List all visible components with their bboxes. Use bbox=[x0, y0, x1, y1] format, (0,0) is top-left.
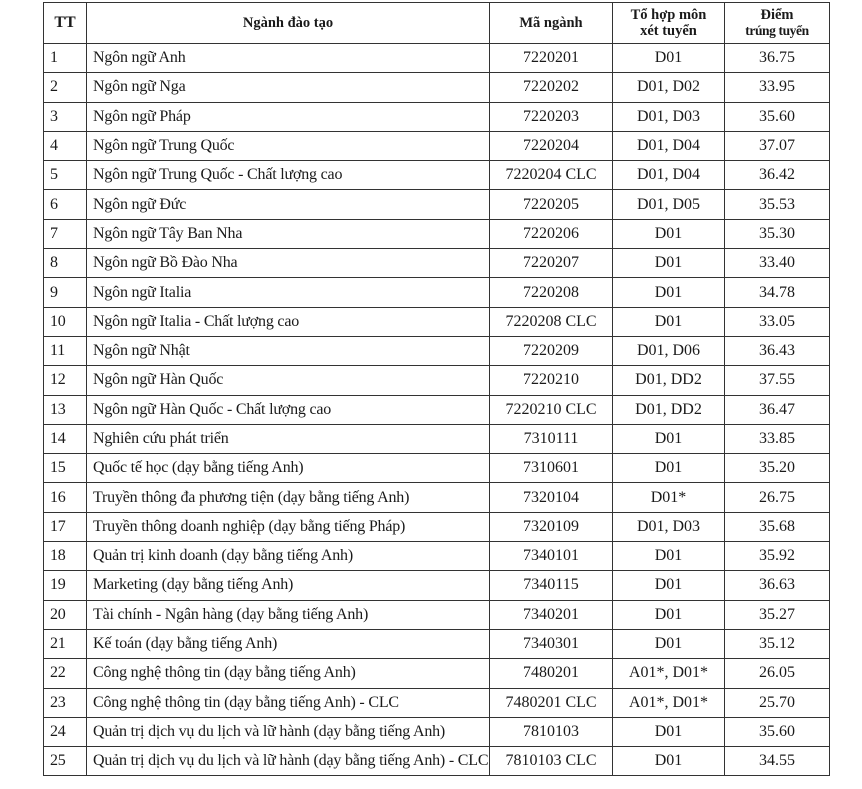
cell-combo: D01, DD2 bbox=[613, 395, 725, 424]
cell-code: 7220205 bbox=[490, 190, 613, 219]
cell-score: 33.05 bbox=[725, 307, 830, 336]
table-row bbox=[44, 747, 830, 776]
cell-tt: 22 bbox=[44, 659, 87, 688]
cell-code: 7220204 CLC bbox=[490, 161, 613, 190]
cell-code: 7220202 bbox=[490, 73, 613, 102]
cell-name: Ngôn ngữ Nga bbox=[87, 73, 490, 102]
cell-name: Quản trị dịch vụ du lịch và lữ hành (dạy bằng tiếng Anh) - CLC bbox=[87, 747, 490, 776]
table-row bbox=[44, 454, 830, 483]
cell-name: Ngôn ngữ Hàn Quốc bbox=[87, 366, 490, 395]
cell-name: Ngôn ngữ Đức bbox=[87, 190, 490, 219]
table-row bbox=[44, 44, 830, 73]
table-row bbox=[44, 688, 830, 717]
cell-tt: 1 bbox=[44, 44, 87, 73]
cell-combo: D01 bbox=[613, 424, 725, 453]
cell-score: 36.42 bbox=[725, 161, 830, 190]
header-name: Ngành đào tạo bbox=[87, 3, 490, 44]
cell-score: 37.55 bbox=[725, 366, 830, 395]
cell-name: Ngôn ngữ Anh bbox=[87, 44, 490, 73]
table-row bbox=[44, 512, 830, 541]
cell-code: 7320109 bbox=[490, 512, 613, 541]
cell-combo: D01, DD2 bbox=[613, 366, 725, 395]
table-row bbox=[44, 249, 830, 278]
cell-score: 36.63 bbox=[725, 571, 830, 600]
table-row bbox=[44, 307, 830, 336]
cell-name: Ngôn ngữ Tây Ban Nha bbox=[87, 219, 490, 248]
cell-combo: D01 bbox=[613, 219, 725, 248]
cell-combo: D01, D02 bbox=[613, 73, 725, 102]
table-row bbox=[44, 717, 830, 746]
cell-tt: 13 bbox=[44, 395, 87, 424]
cell-tt: 2 bbox=[44, 73, 87, 102]
table-row bbox=[44, 629, 830, 658]
cell-name: Kế toán (dạy bằng tiếng Anh) bbox=[87, 629, 490, 658]
table-row bbox=[44, 278, 830, 307]
cell-score: 34.55 bbox=[725, 747, 830, 776]
cell-name: Nghiên cứu phát triển bbox=[87, 424, 490, 453]
cell-combo: D01 bbox=[613, 571, 725, 600]
cell-combo: D01 bbox=[613, 454, 725, 483]
cell-tt: 5 bbox=[44, 161, 87, 190]
cell-combo: D01, D03 bbox=[613, 102, 725, 131]
cell-code: 7810103 CLC bbox=[490, 747, 613, 776]
cell-tt: 4 bbox=[44, 131, 87, 160]
cell-score: 25.70 bbox=[725, 688, 830, 717]
cell-combo: D01 bbox=[613, 600, 725, 629]
cell-tt: 12 bbox=[44, 366, 87, 395]
cell-score: 36.43 bbox=[725, 336, 830, 365]
cell-tt: 24 bbox=[44, 717, 87, 746]
cell-code: 7340115 bbox=[490, 571, 613, 600]
cell-combo: D01 bbox=[613, 542, 725, 571]
cell-tt: 14 bbox=[44, 424, 87, 453]
cell-score: 26.75 bbox=[725, 483, 830, 512]
cell-combo: D01, D06 bbox=[613, 336, 725, 365]
cell-code: 7220209 bbox=[490, 336, 613, 365]
table-header-row bbox=[44, 3, 830, 44]
cell-tt: 20 bbox=[44, 600, 87, 629]
cell-score: 37.07 bbox=[725, 131, 830, 160]
cell-code: 7340201 bbox=[490, 600, 613, 629]
cell-code: 7220207 bbox=[490, 249, 613, 278]
cell-name: Quốc tế học (dạy bằng tiếng Anh) bbox=[87, 454, 490, 483]
cell-score: 35.20 bbox=[725, 454, 830, 483]
table-row bbox=[44, 102, 830, 131]
cell-name: Ngôn ngữ Italia bbox=[87, 278, 490, 307]
cell-name: Quản trị dịch vụ du lịch và lữ hành (dạy bằng tiếng Anh) bbox=[87, 717, 490, 746]
cell-combo: D01 bbox=[613, 278, 725, 307]
cell-code: 7340101 bbox=[490, 542, 613, 571]
table-row bbox=[44, 190, 830, 219]
cell-tt: 15 bbox=[44, 454, 87, 483]
cell-combo: D01, D04 bbox=[613, 131, 725, 160]
table-row bbox=[44, 161, 830, 190]
cell-tt: 16 bbox=[44, 483, 87, 512]
cell-score: 35.27 bbox=[725, 600, 830, 629]
cell-score: 35.60 bbox=[725, 102, 830, 131]
cell-tt: 8 bbox=[44, 249, 87, 278]
cell-combo: A01*, D01* bbox=[613, 659, 725, 688]
cell-tt: 21 bbox=[44, 629, 87, 658]
cell-tt: 6 bbox=[44, 190, 87, 219]
header-combo-line2: xét tuyển bbox=[640, 23, 697, 39]
cell-score: 35.92 bbox=[725, 542, 830, 571]
cell-code: 7320104 bbox=[490, 483, 613, 512]
table-row bbox=[44, 659, 830, 688]
cell-code: 7810103 bbox=[490, 717, 613, 746]
cell-combo: D01, D05 bbox=[613, 190, 725, 219]
cell-code: 7220204 bbox=[490, 131, 613, 160]
admission-scores-table bbox=[43, 2, 830, 776]
cell-combo: D01, D04 bbox=[613, 161, 725, 190]
cell-code: 7220201 bbox=[490, 44, 613, 73]
cell-code: 7220208 CLC bbox=[490, 307, 613, 336]
cell-name: Ngôn ngữ Trung Quốc bbox=[87, 131, 490, 160]
cell-combo: D01 bbox=[613, 717, 725, 746]
cell-tt: 25 bbox=[44, 747, 87, 776]
table-row bbox=[44, 131, 830, 160]
cell-name: Marketing (dạy bằng tiếng Anh) bbox=[87, 571, 490, 600]
cell-name: Truyền thông doanh nghiệp (dạy bằng tiếng Pháp) bbox=[87, 512, 490, 541]
cell-score: 35.12 bbox=[725, 629, 830, 658]
cell-score: 34.78 bbox=[725, 278, 830, 307]
cell-name: Tài chính - Ngân hàng (dạy bằng tiếng Anh) bbox=[87, 600, 490, 629]
cell-tt: 23 bbox=[44, 688, 87, 717]
cell-combo: D01 bbox=[613, 629, 725, 658]
cell-code: 7310111 bbox=[490, 424, 613, 453]
cell-code: 7310601 bbox=[490, 454, 613, 483]
header-combo-line1: Tổ hợp môn bbox=[630, 7, 707, 23]
table-row bbox=[44, 73, 830, 102]
cell-score: 26.05 bbox=[725, 659, 830, 688]
cell-score: 36.75 bbox=[725, 44, 830, 73]
cell-combo: D01 bbox=[613, 44, 725, 73]
header-score-line1: Điểm bbox=[760, 7, 794, 23]
cell-name: Ngôn ngữ Bồ Đào Nha bbox=[87, 249, 490, 278]
cell-score: 33.85 bbox=[725, 424, 830, 453]
cell-tt: 19 bbox=[44, 571, 87, 600]
cell-code: 7220203 bbox=[490, 102, 613, 131]
table-row bbox=[44, 571, 830, 600]
cell-name: Truyền thông đa phương tiện (dạy bằng tiếng Anh) bbox=[87, 483, 490, 512]
table-row bbox=[44, 219, 830, 248]
cell-tt: 3 bbox=[44, 102, 87, 131]
cell-name: Ngôn ngữ Italia - Chất lượng cao bbox=[87, 307, 490, 336]
header-score bbox=[725, 3, 830, 44]
cell-tt: 7 bbox=[44, 219, 87, 248]
cell-combo: A01*, D01* bbox=[613, 688, 725, 717]
cell-tt: 10 bbox=[44, 307, 87, 336]
cell-name: Công nghệ thông tin (dạy bằng tiếng Anh) bbox=[87, 659, 490, 688]
cell-combo: D01 bbox=[613, 249, 725, 278]
cell-name: Ngôn ngữ Hàn Quốc - Chất lượng cao bbox=[87, 395, 490, 424]
cell-combo: D01* bbox=[613, 483, 725, 512]
cell-combo: D01 bbox=[613, 747, 725, 776]
header-score-line2: trúng tuyển bbox=[745, 23, 809, 38]
cell-tt: 11 bbox=[44, 336, 87, 365]
cell-combo: D01, D03 bbox=[613, 512, 725, 541]
cell-name: Công nghệ thông tin (dạy bằng tiếng Anh) - CLC bbox=[87, 688, 490, 717]
table-row bbox=[44, 395, 830, 424]
cell-score: 33.40 bbox=[725, 249, 830, 278]
cell-code: 7480201 bbox=[490, 659, 613, 688]
cell-code: 7220206 bbox=[490, 219, 613, 248]
cell-code: 7220210 bbox=[490, 366, 613, 395]
cell-score: 35.60 bbox=[725, 717, 830, 746]
cell-score: 35.53 bbox=[725, 190, 830, 219]
table-row bbox=[44, 542, 830, 571]
cell-name: Quản trị kinh doanh (dạy bằng tiếng Anh) bbox=[87, 542, 490, 571]
cell-name: Ngôn ngữ Pháp bbox=[87, 102, 490, 131]
cell-score: 33.95 bbox=[725, 73, 830, 102]
cell-tt: 17 bbox=[44, 512, 87, 541]
header-code: Mã ngành bbox=[490, 3, 613, 44]
cell-code: 7480201 CLC bbox=[490, 688, 613, 717]
table-row bbox=[44, 366, 830, 395]
cell-tt: 9 bbox=[44, 278, 87, 307]
cell-score: 35.68 bbox=[725, 512, 830, 541]
header-tt: TT bbox=[44, 3, 87, 44]
cell-tt: 18 bbox=[44, 542, 87, 571]
cell-score: 36.47 bbox=[725, 395, 830, 424]
table-row bbox=[44, 424, 830, 453]
cell-name: Ngôn ngữ Nhật bbox=[87, 336, 490, 365]
cell-score: 35.30 bbox=[725, 219, 830, 248]
table-row bbox=[44, 336, 830, 365]
cell-code: 7220208 bbox=[490, 278, 613, 307]
cell-code: 7340301 bbox=[490, 629, 613, 658]
cell-combo: D01 bbox=[613, 307, 725, 336]
cell-name: Ngôn ngữ Trung Quốc - Chất lượng cao bbox=[87, 161, 490, 190]
header-combo bbox=[613, 3, 725, 44]
table-row bbox=[44, 483, 830, 512]
cell-code: 7220210 CLC bbox=[490, 395, 613, 424]
table-row bbox=[44, 600, 830, 629]
